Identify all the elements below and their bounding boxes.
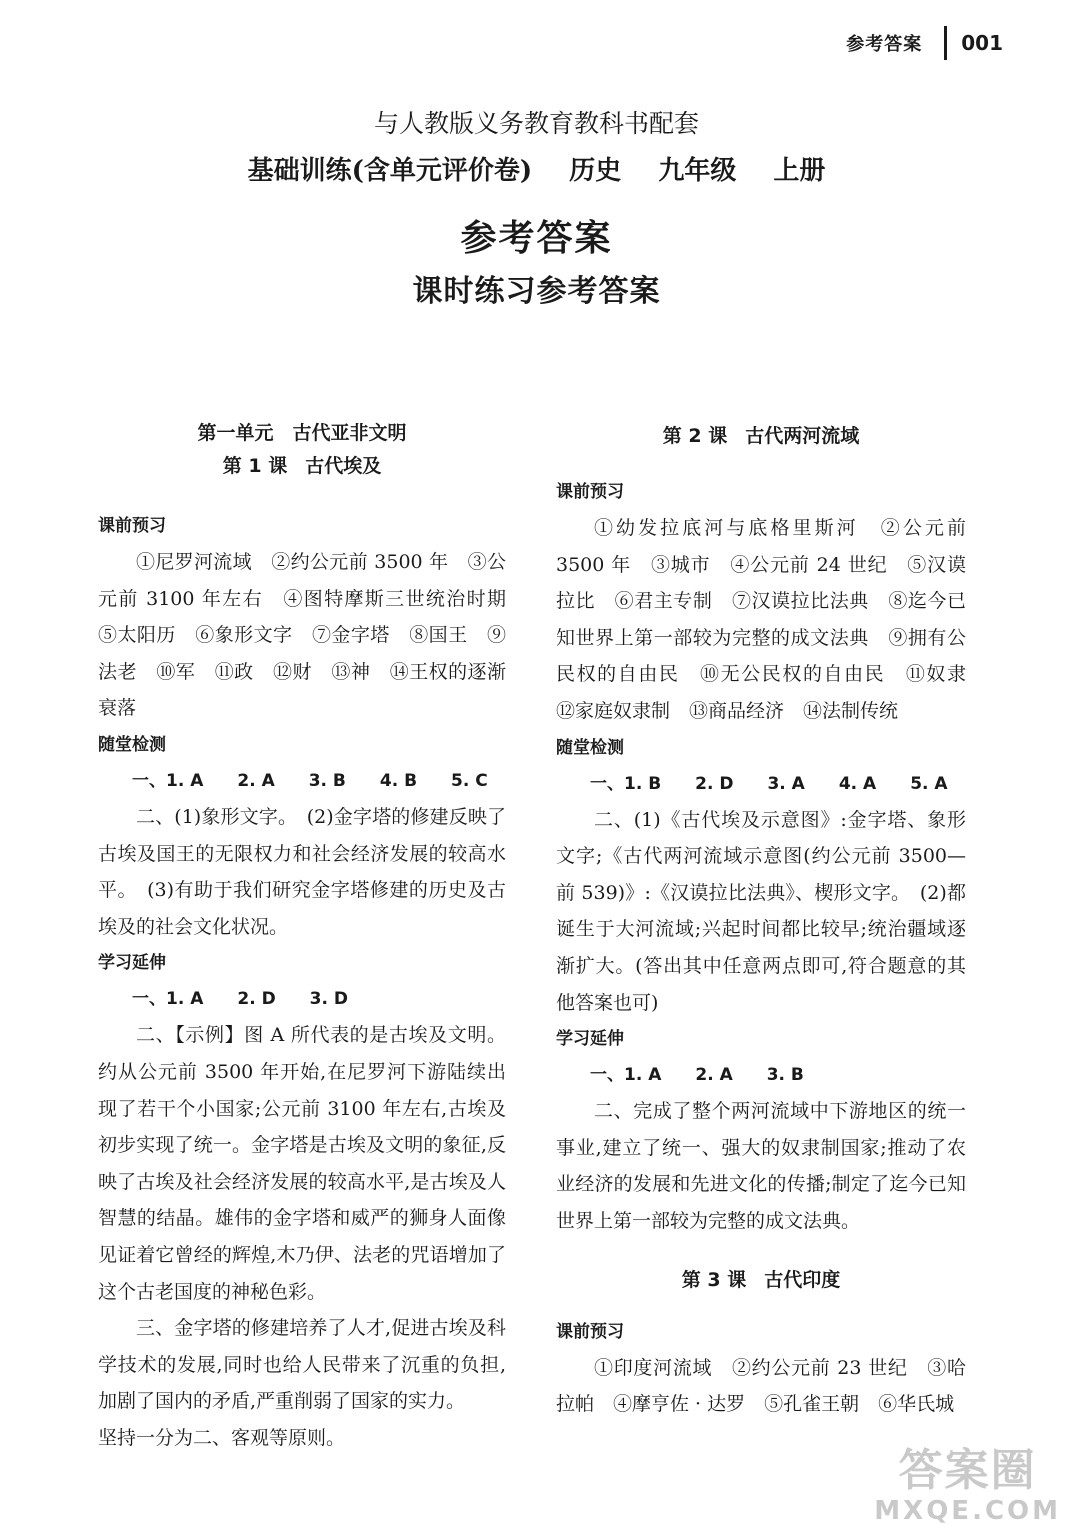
unit-title: 第一单元 古代亚非文明 [197, 422, 407, 444]
page-header [846, 28, 1003, 58]
book-title-part: 上册 [773, 156, 826, 186]
right-column [556, 418, 986, 1423]
choice-answers: 一、1. A 2. A 3. B 4. B 5. C [132, 770, 488, 791]
choice-answers: 一、1. B 2. D 3. A 4. A 5. A [590, 773, 948, 794]
series-title: 与人教版义务教育教科书配套 [373, 109, 699, 138]
lesson-2-title [556, 418, 966, 454]
watermark-text: 答案圈 [898, 1445, 1037, 1496]
book-title-part: 基础训练(含单元评价卷) [247, 156, 533, 186]
lesson-number: 第 3 课 [681, 1268, 747, 1291]
lesson-1-title [98, 448, 506, 484]
section-label: 随堂检测 [98, 734, 166, 755]
book-title [0, 150, 1073, 187]
answers-heading: 参考答案 [460, 218, 613, 259]
answer-paragraph: 二、【示例】图 A 所代表的是古埃及文明。约从公元前 3500 年开始,在尼罗河下游陆续出现了若干个小国家;公元前 3100 年左右,古埃及初步实现了统一。金字塔是古埃及文明的象征,反映了古埃及社会经济发展的较高水平,是古埃及人智慧的结晶。雄伟的金字塔和威严的狮身人面像见证着它曾经的辉煌,木乃伊、法老的咒语增加了这个古老国度的神秘色彩。 [98, 1024, 506, 1303]
section-label: 学习延伸 [98, 953, 166, 974]
answer-paragraph: 三、金字塔的修建培养了人才,促进古埃及科学技术的发展,同时也给人民带来了沉重的负担,加剧了国内的矛盾,严重削弱了国家的实力。 [98, 1317, 506, 1413]
lesson-name: 古代两河流域 [745, 425, 860, 447]
answer-paragraph: ①尼罗河流域 ②约公元前 3500 年 ③公元前 3100 年左右 ④图特摩斯三世统治时期 ⑤太阳历 ⑥象形文字 ⑦金字塔 ⑧国王 ⑨法老 ⑩军 ⑪政 ⑫财 ⑬神 ⑭王权的逐渐衰落 [98, 551, 526, 720]
book-title-part: 九年级 [658, 156, 737, 186]
running-section-title: 参考答案 [846, 34, 923, 55]
answer-paragraph: 二、完成了整个两河流域中下游地区的统一事业,建立了统一、强大的奴隶制国家;推动了农业经济的发展和先进文化的传播;制定了迄今已知世界上第一部较为完整的成文法典。 [556, 1100, 966, 1232]
exercise-answers-heading: 课时练习参考答案 [412, 274, 661, 309]
lesson-number: 第 1 课 [222, 455, 288, 477]
watermark-logo [874, 1446, 1061, 1526]
answer-paragraph: 二、(1)《古代埃及示意图》:金字塔、象形文字;《古代两河流域示意图(约公元前 3500—前 539)》:《汉谟拉比法典》、楔形文字。 (2)都诞生于大河流域;兴起时间都比较早;统治疆域逐渐扩大。(答出其中任意两点即可,符合题意的其他答案也可) [556, 808, 966, 1014]
section-label: 课前预习 [556, 482, 624, 502]
lesson-name: 古代埃及 [305, 455, 382, 477]
answer-paragraph: 坚持一分为二、客观等原则。 [98, 1426, 346, 1449]
answer-paragraph: 二、(1)象形文字。 (2)金字塔的修建反映了古埃及国王的无限权力和社会经济发展的较高水平。 (3)有助于我们研究金字塔修建的历史及古埃及的社会文化状况。 [98, 805, 506, 938]
section-label: 课前预习 [556, 1321, 624, 1342]
section-label: 课前预习 [98, 516, 166, 536]
section-label: 随堂检测 [556, 737, 624, 758]
section-label: 学习延伸 [556, 1029, 624, 1050]
book-title-part: 历史 [569, 156, 622, 186]
answer-paragraph: ①印度河流域 ②约公元前 23 世纪 ③哈拉帕 ④摩亨佐 · 达罗 ⑤孔雀王朝 ⑥华氏城 [556, 1356, 966, 1416]
lesson-name: 古代印度 [764, 1268, 841, 1291]
choice-answers: 一、1. A 2. D 3. D [132, 989, 348, 1010]
choice-answers: 一、1. A 2. A 3. B [590, 1065, 804, 1086]
lesson-number: 第 2 课 [662, 425, 728, 447]
left-column [98, 418, 526, 1456]
header-divider [944, 26, 947, 60]
page-number: 001 [961, 31, 1003, 55]
answer-paragraph: ①幼发拉底河与底格里斯河 ②公元前 3500 年 ③城市 ④公元前 24 世纪 ⑤汉谟拉比 ⑥君主专制 ⑦汉谟拉比法典 ⑧迄今已知世界上第一部较为完整的成文法典 ⑨拥有公民权的自由民 ⑩无公民权的自由民 ⑪奴隶 ⑫家庭奴隶制 ⑬商品经济 ⑭法制传统 [556, 517, 986, 722]
watermark-url: MXQE.COM [874, 1496, 1061, 1526]
lesson-3-title [556, 1262, 966, 1298]
